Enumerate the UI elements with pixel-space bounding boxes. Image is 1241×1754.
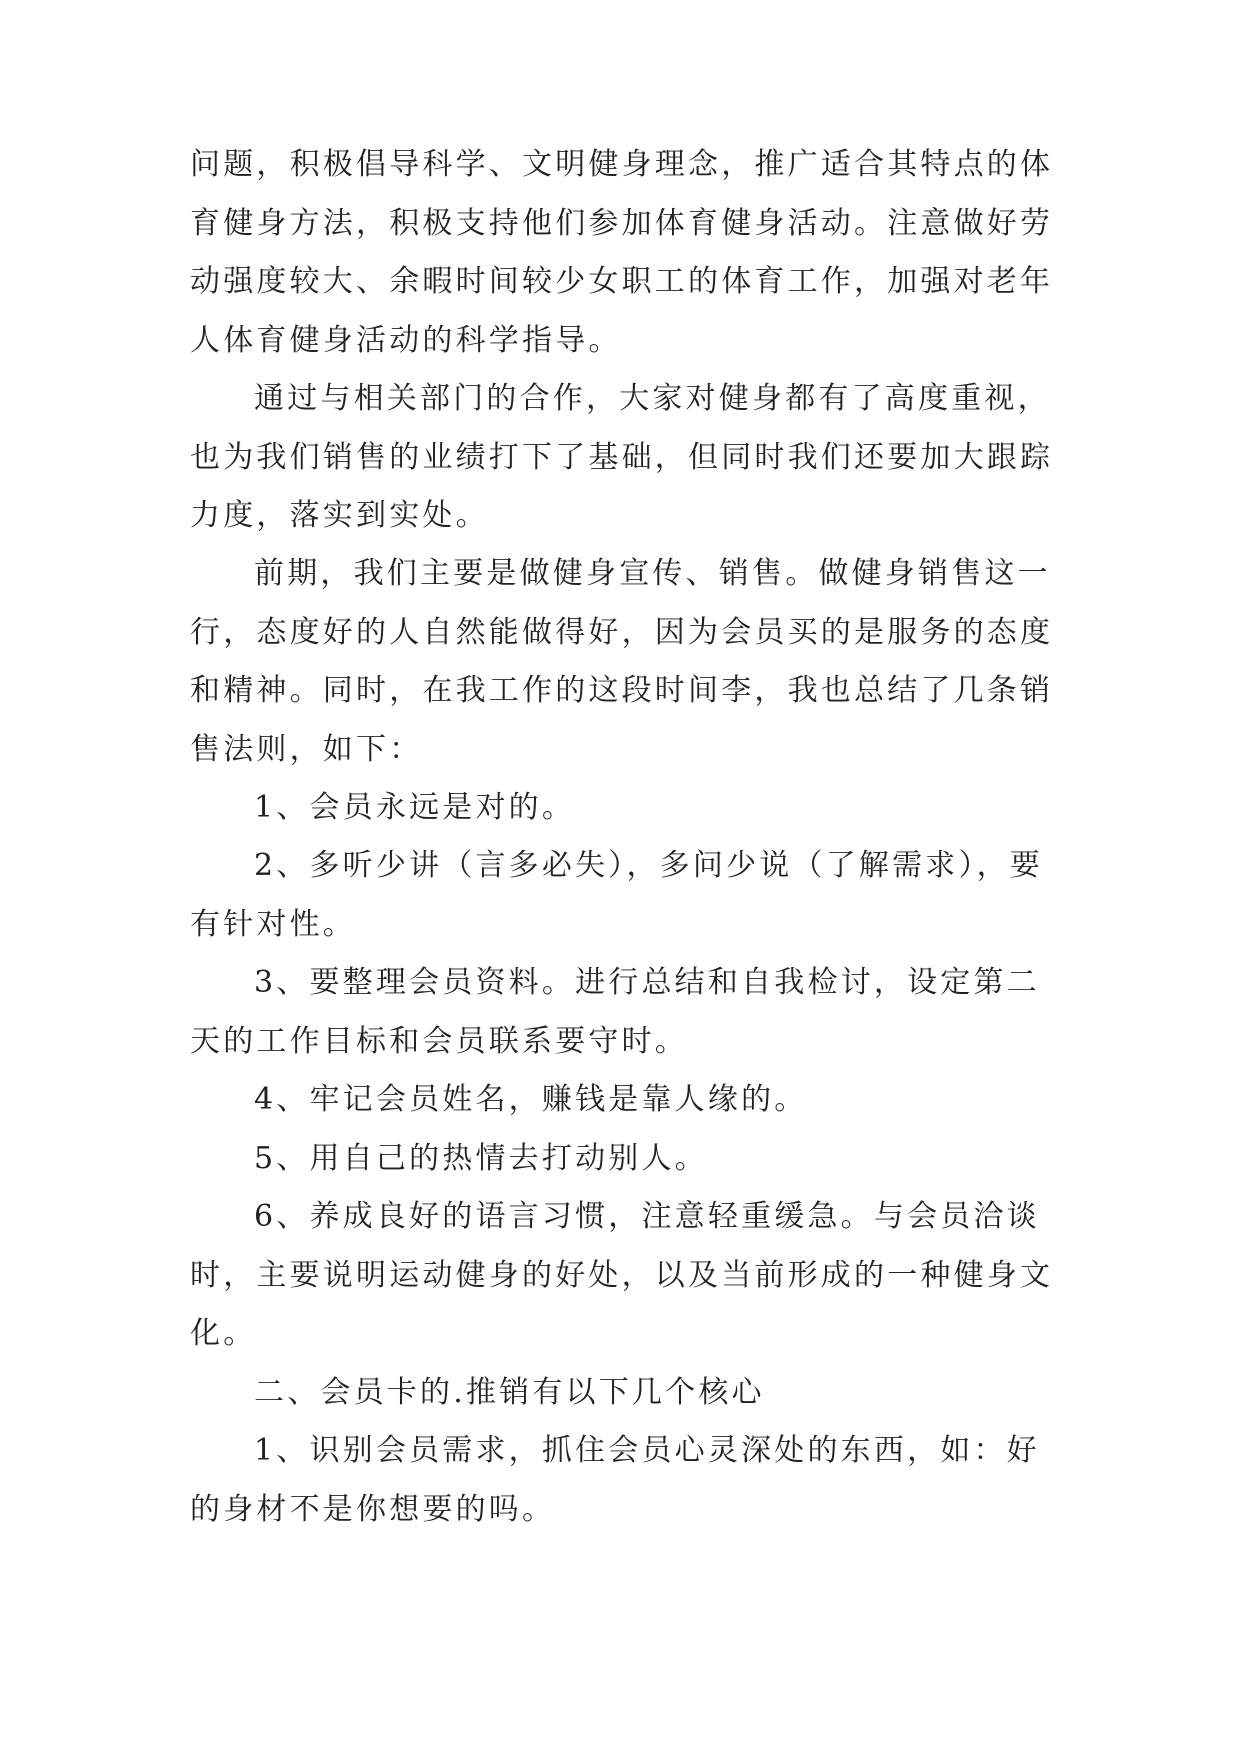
paragraph-line: 售法则，如下： bbox=[190, 731, 423, 767]
paragraph-line: 力度，落实到实处。 bbox=[190, 498, 489, 533]
paragraph-line: 4、牢记会员姓名，赚钱是靠人缘的。 bbox=[254, 1082, 808, 1117]
paragraph-line: 时，主要说明运动健身的好处，以及当前形成的一种健身文 bbox=[190, 1257, 1054, 1293]
paragraph-line: 也为我们销售的业绩打下了基础，但同时我们还要加大跟踪 bbox=[190, 439, 1054, 475]
paragraph-5 bbox=[190, 837, 1060, 954]
paragraph-8 bbox=[190, 1130, 1060, 1189]
paragraph-line: 通过与相关部门的合作，大家对健身都有了高度重视， bbox=[254, 381, 1051, 416]
paragraph-line: 行，态度好的人自然能做得好，因为会员买的是服务的态度 bbox=[190, 614, 1054, 650]
paragraph-line: 2、多听少讲（言多必失），多问少说（了解需求），要 bbox=[254, 848, 1044, 883]
paragraph-line: 化。 bbox=[190, 1316, 257, 1351]
paragraph-line: 6、养成良好的语言习惯，注意轻重缓急。与会员洽谈 bbox=[254, 1199, 1040, 1234]
paragraph-line: 3、要整理会员资料。进行总结和自我检讨，设定第二 bbox=[254, 965, 1040, 1000]
paragraph-line: 和精神。同时，在我工作的这段时间李，我也总结了几条销 bbox=[190, 673, 1054, 708]
paragraph-7 bbox=[190, 1071, 1060, 1130]
paragraph-line: 有针对性。 bbox=[190, 906, 356, 942]
paragraph-line: 动强度较大、余暇时间较少女职工的体育工作，加强对老年 bbox=[190, 264, 1054, 299]
paragraph-3 bbox=[190, 545, 1060, 779]
paragraph-6 bbox=[190, 954, 1060, 1071]
paragraph-11 bbox=[190, 1422, 1060, 1539]
paragraph-line: 问题，积极倡导科学、文明健身理念，推广适合其特点的体 bbox=[190, 147, 1054, 182]
paragraph-line: 天的工作目标和会员联系要守时。 bbox=[190, 1023, 688, 1059]
paragraph-line: 二、会员卡的.推销有以下几个核心 bbox=[254, 1375, 765, 1410]
paragraph-1 bbox=[190, 136, 1060, 370]
paragraph-line: 前期，我们主要是做健身宣传、销售。做健身销售这一 bbox=[254, 556, 1051, 591]
section-heading bbox=[190, 1364, 1060, 1423]
paragraph-line: 育健身方法，积极支持他们参加体育健身活动。注意做好劳 bbox=[190, 205, 1054, 241]
paragraph-line: 人体育健身活动的科学指导。 bbox=[190, 322, 622, 358]
paragraph-9 bbox=[190, 1188, 1060, 1364]
paragraph-line: 1、会员永远是对的。 bbox=[254, 790, 576, 825]
paragraph-4 bbox=[190, 779, 1060, 838]
paragraph-line: 1、识别会员需求，抓住会员心灵深处的东西，如：好 bbox=[254, 1433, 1040, 1468]
paragraph-line: 的身材不是你想要的吗。 bbox=[190, 1491, 556, 1527]
paragraph-line: 5、用自己的热情去打动别人。 bbox=[254, 1141, 708, 1176]
paragraph-2 bbox=[190, 370, 1060, 546]
